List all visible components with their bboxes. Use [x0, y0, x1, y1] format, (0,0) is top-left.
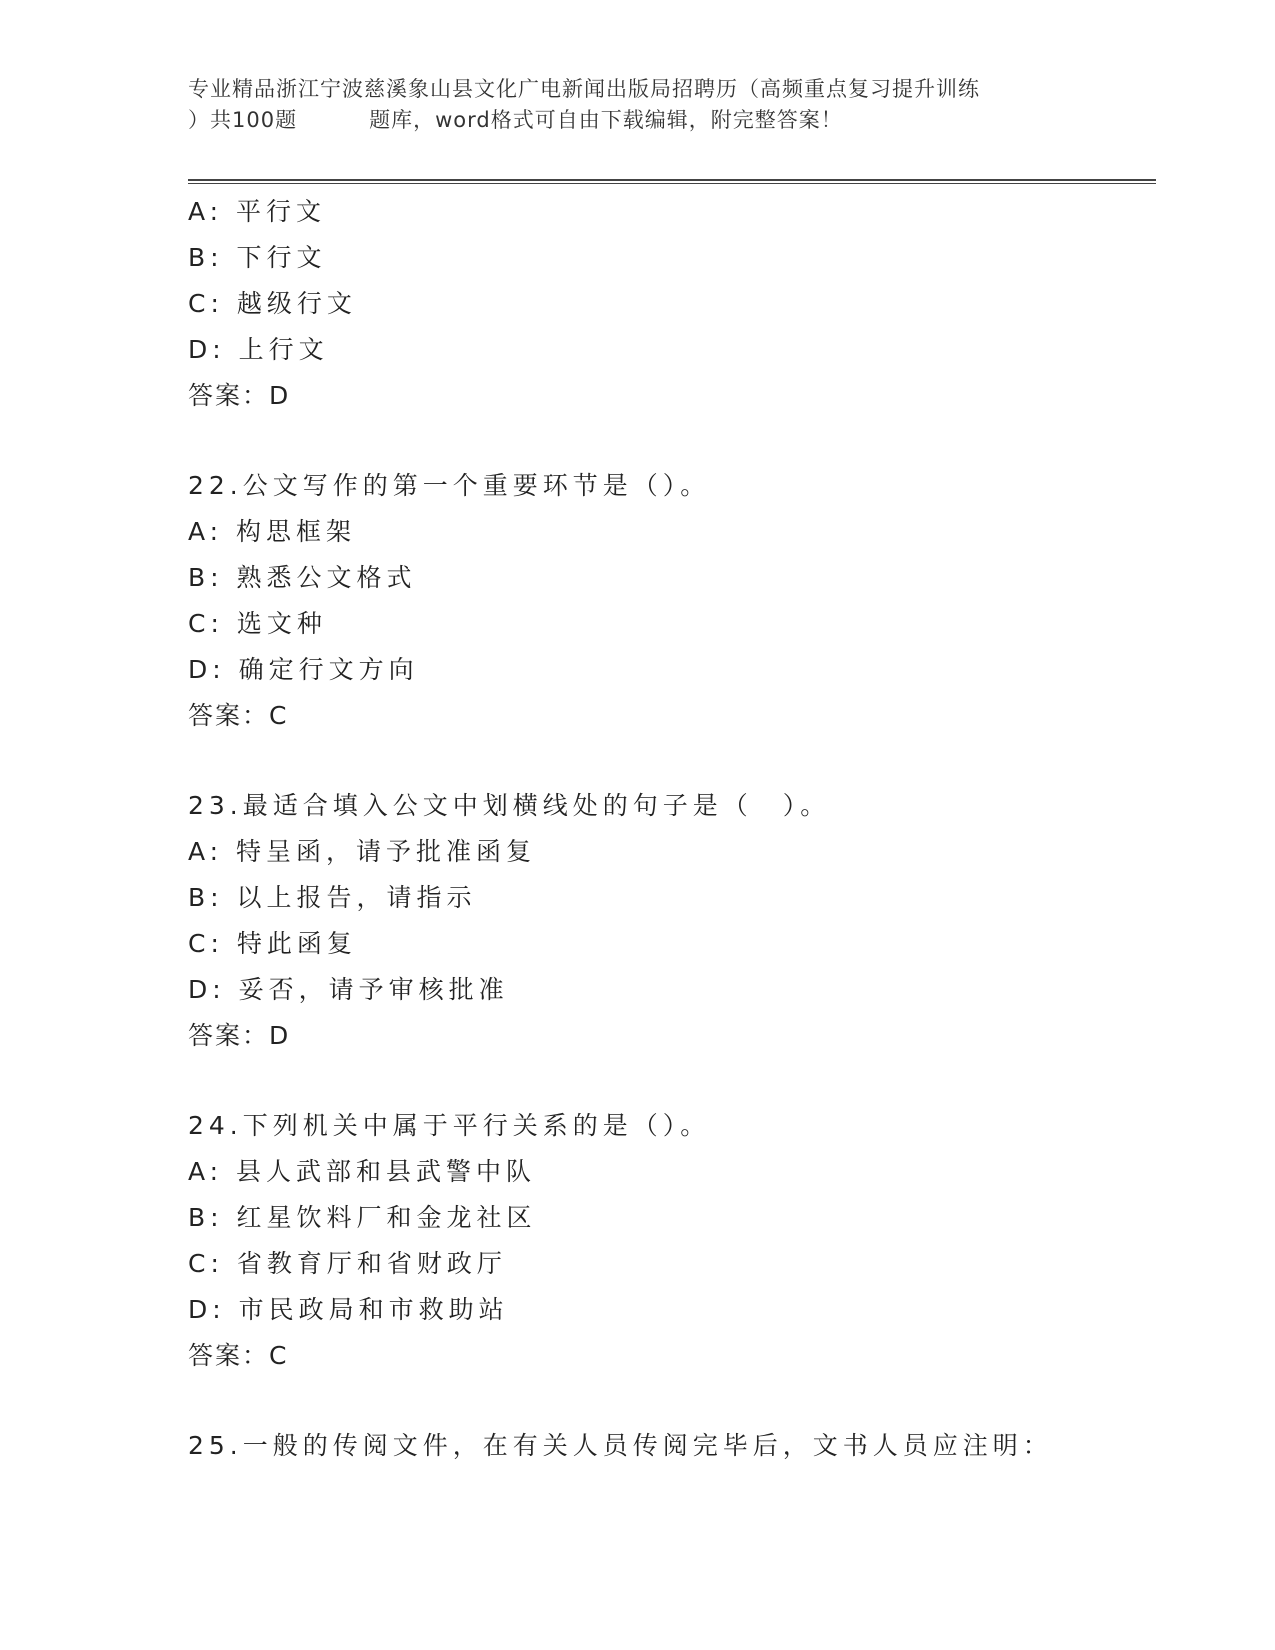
question-25: [188, 1423, 1148, 1469]
question-24: [188, 1103, 1148, 1379]
question-list: [188, 189, 1148, 1469]
question-stem: 25.一般的传阅文件，在有关人员传阅完毕后，文书人员应注明：: [188, 1431, 1053, 1460]
answer-value: D: [269, 1021, 291, 1050]
page-header: [188, 74, 1088, 136]
question-21-tail: [188, 189, 1148, 419]
header-title-note: 题库，word格式可自由下载编辑，附完整答案！: [369, 108, 843, 132]
option-b: B: 熟悉公文格式: [188, 563, 417, 592]
question-stem: 22.公文写作的第一个重要环节是（）。: [188, 471, 711, 500]
answer-line: [188, 693, 1148, 739]
answer-line: [188, 373, 1148, 419]
option-b: B: 红星饮料厂和金龙社区: [188, 1203, 537, 1232]
answer-line: [188, 1013, 1148, 1059]
option-c: C: 特此函复: [188, 929, 357, 958]
question-stem: 24.下列机关中属于平行关系的是（）。: [188, 1111, 711, 1140]
question-22: [188, 463, 1148, 739]
option-a: A: 构思框架: [188, 517, 357, 546]
answer-label: 答案：: [188, 1021, 270, 1050]
question-23: [188, 783, 1148, 1059]
answer-label: 答案：: [188, 381, 270, 410]
answer-label: 答案：: [188, 701, 270, 730]
option-d: D: 市民政局和市救助站: [188, 1295, 509, 1324]
answer-value: D: [269, 381, 291, 410]
option-d: D: 上行文: [188, 335, 329, 364]
header-divider-thin: [188, 183, 1156, 184]
header-title-count: ）共100题: [188, 108, 298, 132]
option-c: C: 省教育厅和省财政厅: [188, 1249, 507, 1278]
option-a: A: 平行文: [188, 197, 327, 226]
answer-value: C: [269, 701, 289, 730]
option-b: B: 下行文: [188, 243, 327, 272]
option-a: A: 特呈函，请予批准函复: [188, 837, 537, 866]
header-divider-thick: [188, 179, 1156, 181]
question-stem: 23.最适合填入公文中划横线处的句子是（ ）。: [188, 791, 831, 820]
option-d: D: 确定行文方向: [188, 655, 419, 684]
header-title-line2: [188, 105, 1088, 136]
option-a: A: 县人武部和县武警中队: [188, 1157, 537, 1186]
answer-value: C: [269, 1341, 289, 1370]
option-d: D: 妥否，请予审核批准: [188, 975, 509, 1004]
option-c: C: 越级行文: [188, 289, 357, 318]
header-title-line1: 专业精品浙江宁波慈溪象山县文化广电新闻出版局招聘历（高频重点复习提升训练: [188, 77, 980, 101]
option-c: C: 选文种: [188, 609, 327, 638]
answer-label: 答案：: [188, 1341, 270, 1370]
option-b: B: 以上报告，请指示: [188, 883, 477, 912]
answer-line: [188, 1333, 1148, 1379]
